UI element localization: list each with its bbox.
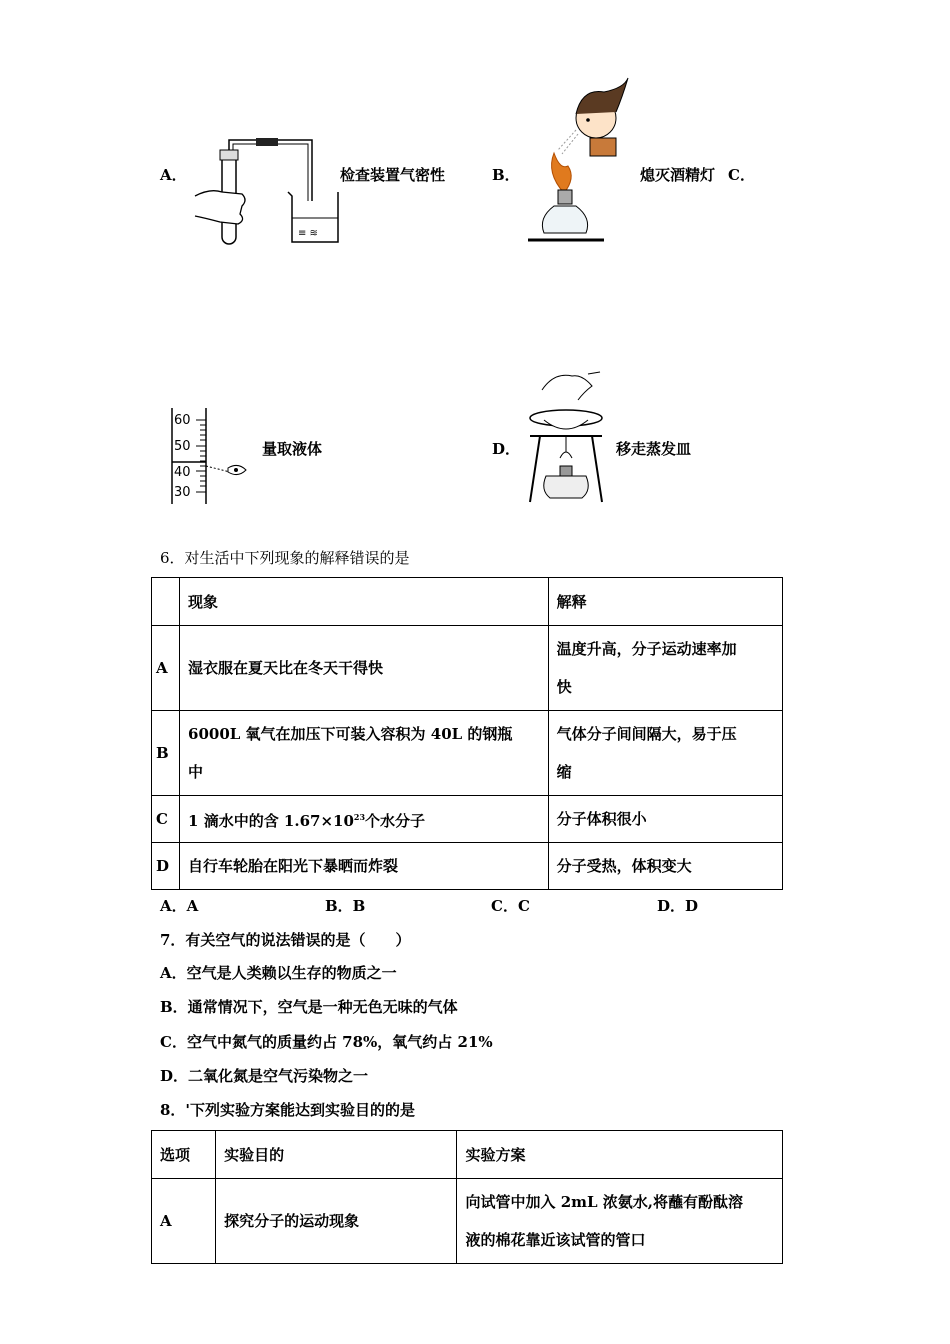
graduated-cylinder-figure <box>166 406 256 506</box>
row-phenomenon <box>180 796 549 843</box>
cylinder-tick-30: 30 <box>174 485 191 500</box>
header-option: 选项 <box>152 1131 216 1179</box>
question-6-title: 6．对生活中下列现象的解释错误的是 <box>160 549 410 567</box>
option-d-caption: 移走蒸发皿 <box>616 440 692 458</box>
row-phenomenon: 自行车轮胎在阳光下暴晒而炸裂 <box>180 843 549 890</box>
cylinder-tick-60: 60 <box>174 413 191 428</box>
table-cell-blank <box>152 578 180 626</box>
option-c-caption: 量取液体 <box>262 440 323 458</box>
header-phenomenon: 现象 <box>180 578 549 626</box>
row-explanation <box>548 711 782 796</box>
header-plan: 实验方案 <box>457 1131 783 1179</box>
phenomenon-pre: 1 滴水中的含 1.67×10 <box>188 812 354 830</box>
question-8-title: 8．'下列实验方案能达到实验目的的是 <box>160 1101 416 1119</box>
evaporating-dish-figure <box>520 372 610 508</box>
option-a-caption: 检查装置气密性 <box>340 166 446 184</box>
option-a-label: A． <box>160 166 187 184</box>
phenomenon-line: 6000L 氧气在加压下可装入容积为 40L 的钢瓶 <box>188 725 513 743</box>
explanation-line: 温度升高，分子运动速率加 <box>556 640 737 658</box>
explanation-line: 气体分子间间隔大，易于压 <box>556 725 737 743</box>
q7-option-b: B．通常情况下，空气是一种无色无味的气体 <box>160 998 458 1016</box>
q6-option-b: B．B <box>325 897 366 915</box>
q6-option-d: D．D <box>657 897 699 915</box>
row-key: C <box>152 796 180 843</box>
row-phenomenon <box>180 711 549 796</box>
option-c-label: C． <box>728 166 755 184</box>
airtightness-apparatus-figure <box>190 136 340 246</box>
blowing-out-alcohol-lamp-figure <box>524 78 634 243</box>
cylinder-tick-50: 50 <box>174 439 191 454</box>
option-d-label: D． <box>492 440 521 458</box>
row-key: A <box>152 626 180 711</box>
q7-option-a: A．空气是人类赖以生存的物质之一 <box>160 964 397 982</box>
q7-option-c: C．空气中氮气的质量约占 78%，氧气约占 21% <box>160 1033 493 1051</box>
row-purpose: 探究分子的运动现象 <box>216 1179 457 1264</box>
row-key: D <box>152 843 180 890</box>
row-phenomenon: 湿衣服在夏天比在冬天干得快 <box>180 626 549 711</box>
row-explanation: 分子受热，体积变大 <box>548 843 782 890</box>
row-explanation: 分子体积很小 <box>548 796 782 843</box>
explanation-line: 快 <box>556 678 572 696</box>
q6-option-a: A．A <box>160 897 199 915</box>
row-plan <box>457 1179 783 1264</box>
row-key: A <box>152 1179 216 1264</box>
q7-option-d: D．二氧化氮是空气污染物之一 <box>160 1067 369 1085</box>
exponent: 23 <box>353 812 366 822</box>
plan-line: 液的棉花靠近该试管的管口 <box>465 1231 646 1249</box>
cylinder-tick-40: 40 <box>174 465 191 480</box>
q6-option-c: C．C <box>491 897 530 915</box>
plan-line: 向试管中加入 2mL 浓氨水,将蘸有酚酞溶 <box>465 1193 743 1211</box>
header-purpose: 实验目的 <box>216 1131 457 1179</box>
option-b-caption: 熄灭酒精灯 <box>640 166 716 184</box>
question-6-table <box>151 577 783 890</box>
row-key: B <box>152 711 180 796</box>
header-explanation: 解释 <box>548 578 782 626</box>
explanation-line: 缩 <box>556 763 572 781</box>
phenomenon-post: 个水分子 <box>365 812 426 830</box>
question-7-title: 7．有关空气的说法错误的是（ ） <box>160 931 411 949</box>
option-b-label: B． <box>492 166 520 184</box>
question-8-table <box>151 1130 783 1264</box>
row-explanation <box>548 626 782 711</box>
phenomenon-line: 中 <box>188 763 204 781</box>
svg-text:≡ ≋: ≡ ≋ <box>298 228 318 239</box>
